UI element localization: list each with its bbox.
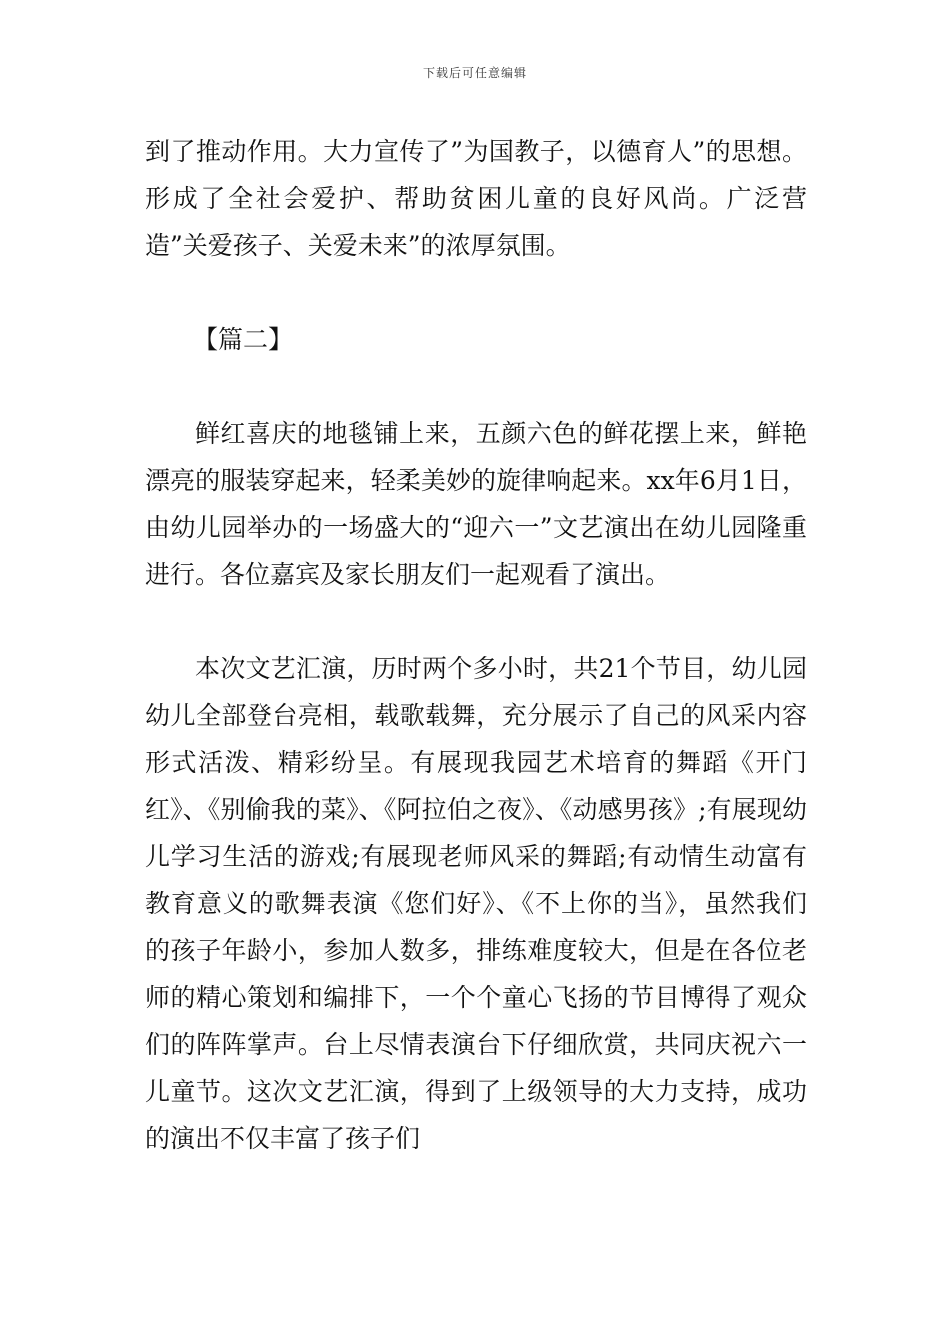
section-title: 【篇二】 (193, 325, 294, 354)
paragraph-performance: 本次文艺汇演，历时两个多小时，共21个节目，幼儿园幼儿全部登台亮相，载歌载舞，充分展示了自己的风采内容形式活泼、精彩纷呈。有展现我园艺术培育的舞蹈《开门红》、《别偷我的菜》、《阿拉伯之夜》、《动感男孩》;有展现幼儿学习生活的游戏;有展现老师风采的舞蹈;有动情生动富有教育意义的歌舞表演《您们好》、《不上你的当》，虽然我们的孩子年龄小，参加人数多，排练难度较大，但是在各位老师的精心策划和编排下，一个个童心飞扬的节目博得了观众们的阵阵掌声。台上尽情表演台下仔细欣赏，共同庆祝六一儿童节。这次文艺汇演，得到了上级领导的大力支持，成功的演出不仅丰富了孩子们 (145, 654, 807, 1153)
paragraph-gap (145, 363, 807, 410)
paragraph-gap (145, 598, 807, 645)
page-header: 下载后可任意编辑 (422, 66, 527, 80)
document-body (145, 128, 807, 1162)
paragraph-continuation: 到了推动作用。大力宣传了”为国教子，以德育人”的思想。形成了全社会爱护、帮助贫困儿童的良好风尚。广泛营造”关爱孩子、关爱未来”的浓厚氛围。 (145, 137, 807, 260)
paragraph-intro: 鲜红喜庆的地毯铺上来，五颜六色的鲜花摆上来，鲜艳漂亮的服装穿起来，轻柔美妙的旋律响起来。xx年6月1日，由幼儿园举办的一场盛大的“迎六一”文艺演出在幼儿园隆重进行。各位嘉宾及家长朋友们一起观看了演出。 (145, 419, 807, 589)
paragraph-gap (145, 269, 807, 316)
